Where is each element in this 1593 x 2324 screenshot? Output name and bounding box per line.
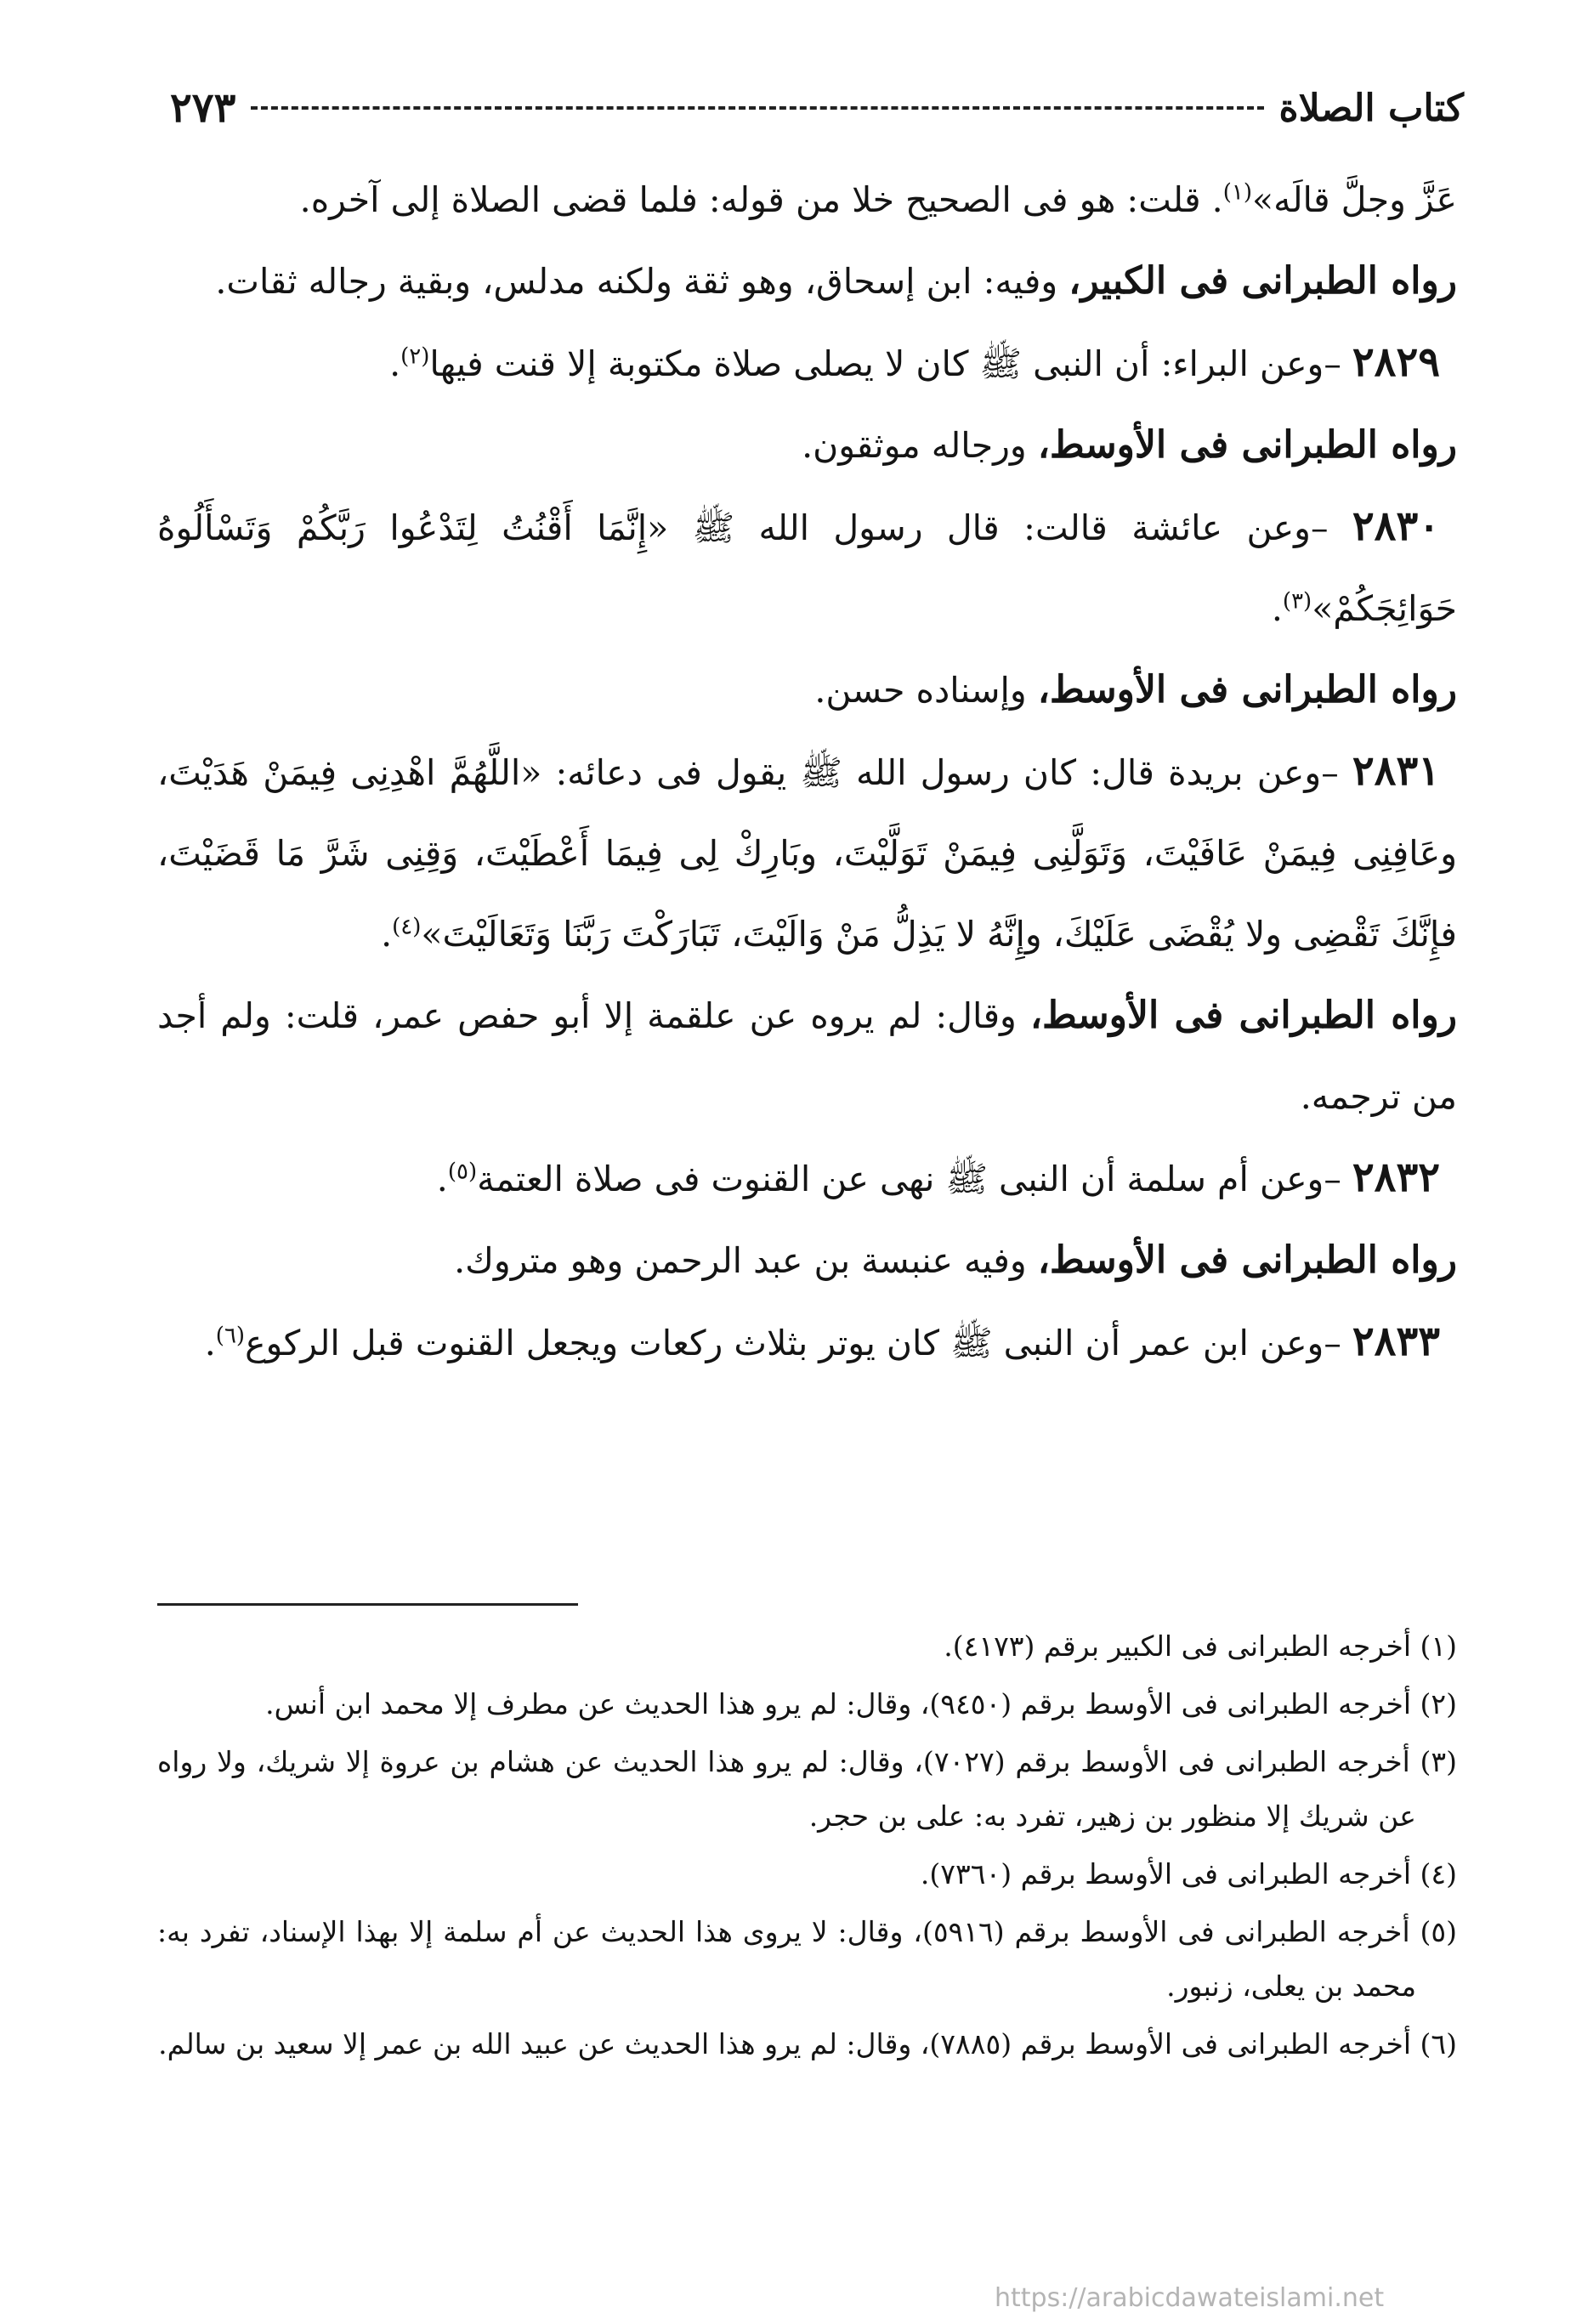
footnote: (٣) أخرجه الطبرانى فى الأوسط برقم (٧٠٢٧)، وقال: لم يرو هذا الحديث عن هشام بن عروة إلا شريك، ولا رواه عن شريك إلا منظور بن زهير، تفرد به: على بن حجر. (157, 1745, 1458, 1833)
hadith-2832: ٢٨٣٢ –وعن أم سلمة أن النبى ﷺ نهى عن القنوت فى صلاة العتمة$^{(٥)}$. (436, 1153, 1440, 1201)
hadith-2829: ٢٨٢٩ –وعن البراء: أن النبى ﷺ كان لا يصلى صلاة مكتوبة إلا قنت فيها$^{(٢)}$. (389, 338, 1440, 386)
header-dashed-rule (251, 106, 1263, 110)
source-label: رواه الطبرانى فى الأوسط، (1037, 423, 1457, 467)
footnote: (١) أخرجه الطبرانى فى الكبير برقم (٤١٧٣). (944, 1630, 1457, 1663)
source-paragraph: رواه الطبرانى فى الأوسط، وإسناده حسن. (814, 668, 1457, 711)
hadith-number: ٢٨٣٢ (1352, 1153, 1440, 1201)
footnote-ref: (٦) (215, 1323, 246, 1349)
footnote-ref: (٣) (1282, 588, 1312, 615)
source-label: رواه الطبرانى فى الكبير، (1069, 259, 1457, 303)
footnote: (٥) أخرجه الطبرانى فى الأوسط برقم (٥٩١٦)، وقال: لا يروى هذا الحديث عن أم سلمة إلا بهذا الإسناد، تفرد به: محمد بن يعلى، زنبور. (157, 1915, 1457, 2003)
page-number: ٢٧٣ (170, 84, 236, 132)
main-text (157, 160, 1457, 1384)
hadith-number: ٢٨٣٠ (1352, 502, 1440, 550)
footnote-ref: (٢) (400, 343, 430, 370)
footnote: (٦) أخرجه الطبرانى فى الأوسط برقم (٧٨٨٥)، وقال: لم يرو هذا الحديث عن عبيد الله بن عمر إلا سعيد بن سالم. (158, 2027, 1457, 2060)
footnote: (٢) أخرجه الطبرانى فى الأوسط برقم (٩٤٥٠)، وقال: لم يرو هذا الحديث عن مطرف إلا محمد ابن أنس. (265, 1687, 1457, 1720)
footnote-ref: (٥) (447, 1159, 478, 1185)
footnote-ref: (١) (1222, 179, 1252, 206)
source-paragraph: رواه الطبرانى فى الأوسط، ورجاله موثقون. (802, 423, 1457, 467)
hadith-number: ٢٨٣١ (1352, 747, 1440, 795)
hadith-number: ٢٨٣٣ (1352, 1318, 1440, 1365)
source-label: رواه الطبرانى فى الأوسط، (1037, 668, 1457, 711)
source-label: رواه الطبرانى فى الأوسط، (1029, 994, 1457, 1037)
hadith-2830: ٢٨٣٠ –وعن عائشة قالت: قال رسول الله ﷺ «إِنَّمَا أَقْنُتُ لِتَدْعُوا رَبَّكُمْ وَتَسْأَلُوهُ حَوَائِجَكُمْ»$^{(٣)}$. (157, 502, 1457, 629)
paragraph: عَزَّ وجلَّ قالَه»$^{(١)}$. قلت: هو فى الصحيح خلا من قوله: فلما قضى الصلاة إلى آخره. (299, 179, 1457, 220)
source-paragraph: رواه الطبرانى فى الكبير، وفيه: ابن إسحاق، وهو ثقة ولكنه مدلس، وبقية رجاله ثقات. (215, 259, 1457, 303)
hadith-number: ٢٨٢٩ (1352, 338, 1440, 386)
source-label: رواه الطبرانى فى الأوسط، (1037, 1239, 1457, 1282)
source-paragraph: رواه الطبرانى فى الأوسط، وقال: لم يروه عن علقمة إلا أبو حفص عمر، قلت: ولم أجد من ترجمه. (157, 994, 1457, 1117)
footnote-ref: (٤) (392, 914, 422, 940)
footnotes (157, 1619, 1457, 2075)
footnote-separator (157, 1603, 578, 1606)
footnote: (٤) أخرجه الطبرانى فى الأوسط برقم (٧٣٦٠). (920, 1857, 1457, 1890)
hadith-2833: ٢٨٣٣ –وعن ابن عمر أن النبى ﷺ كان يوتر بثلاث ركعات ويجعل القنوت قبل الركوع$^{(٦)}$. (204, 1318, 1440, 1365)
source-paragraph: رواه الطبرانى فى الأوسط، وفيه عنبسة بن عبد الرحمن وهو متروك. (454, 1239, 1457, 1282)
chapter-title: كتاب الصلاة (1278, 86, 1464, 130)
running-header (170, 78, 1464, 138)
watermark-url: https://arabicdawateislami.net (995, 2283, 1385, 2313)
hadith-2831: ٢٨٣١ –وعن بريدة قال: كان رسول الله ﷺ يقول فى دعائه: «اللَّهُمَّ اهْدِنِى فِيمَنْ هَدَيْتَ، وعَافِنِى فِيمَنْ عَافَيْتَ، وَتَوَلَّنِى فِيمَنْ تَوَلَّيْتَ، وبَارِكْ لِى فِيمَا أَعْطَيْتَ، وَقِنِى شَرَّ مَا قَضَيْتَ، فإِنَّكَ تَقْضِى ولا يُقْضَى عَلَيْكَ، وإِنَّهُ لا يَذِلُّ مَنْ وَالَيْتَ، تَبَارَكْتَ رَبَّنَا وَتَعَالَيْتَ»$^{(٤)}$. (157, 747, 1457, 955)
